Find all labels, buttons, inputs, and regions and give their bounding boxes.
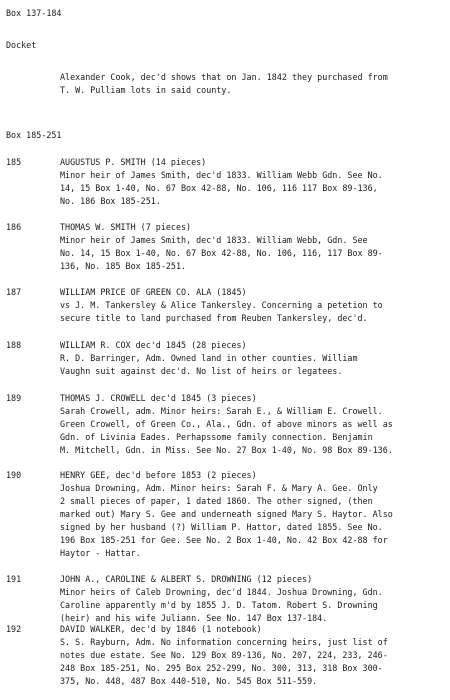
entry-title: DAVID WALKER, dec'd by 1846 (1 notebook)	[60, 624, 262, 634]
entry-number: 185	[6, 157, 22, 167]
entry-title: WILLIAM R. COX dec'd 1845 (28 pieces)	[60, 340, 247, 350]
entry-number: 186	[6, 222, 22, 232]
docket-text: Alexander Cook, dec'd shows that on Jan. 1842 they purchased from T. W. Pulliam lots in said county.	[60, 72, 388, 95]
entry-number: 188	[6, 340, 22, 350]
box-heading-185-251: Box 185-251	[6, 130, 62, 140]
entry-title: HENRY GEE, dec'd before 1853 (2 pieces)	[60, 470, 257, 480]
entry-body: vs J. M. Tankersley & Alice Tankersley. Concerning a petetion to secure title to land purchased from Reuben Tankersley, dec'd.	[60, 300, 383, 323]
entry-body: Minor heir of James Smith, dec'd 1833. William Webb, Gdn. See No. 14, 15 Box 1-40, No. 67 Box 42-88, No. 106, 116, 117 Box 89- 136, No. 185 Box 185-251.	[60, 235, 383, 271]
entry-number: 191	[6, 574, 22, 584]
entry-body: Sarah Crowell, adm. Minor heirs: Sarah E., & William E. Crowell. Green Crowell, of Green Co., Ala., Gdn. of above minors as well as Gdn. of Livinia Eades. Perhapssome family connection. Benjamin M. Mitchell, Gdn. in Miss. See No. 27 Box 1-40, No. 98 Box 89-136.	[60, 406, 393, 455]
entry-title: AUGUSTUS P. SMITH (14 pieces)	[60, 157, 207, 167]
docket-label: Docket	[6, 40, 37, 50]
entry-body: Minor heir of James Smith, dec'd 1833. William Webb Gdn. See No. 14, 15 Box 1-40, No. 67 Box 42-88, No. 106, 116 117 Box 89-136, No. 186 Box 185-251.	[60, 170, 383, 206]
entry-body: R. D. Barringer, Adm. Owned land in other counties. William Vaughn suit against dec'd. No list of heirs or legatees.	[60, 353, 358, 376]
entry-number: 187	[6, 287, 22, 297]
entry-number: 189	[6, 393, 22, 403]
entry-title: THOMAS W. SMITH (7 pieces)	[60, 222, 192, 232]
entry-number: 192	[6, 624, 22, 634]
entry-title: WILLIAM PRICE OF GREEN CO. ALA (1845)	[60, 287, 247, 297]
entry-body: S. S. Rayburn, Adm. No information concerning heirs, just list of notes due estate. See No. 129 Box 89-136, No. 207, 224, 233, 246- 248 Box 185-251, No. 295 Box 252-299, No. 300, 313, 318 Box 300- 375, No. 448, 487 Box 440-510, No. 545 Box 511-559.	[60, 637, 388, 686]
entry-body: Minor heirs of Caleb Drowning, dec'd 1844. Joshua Drowning, Gdn. Caroline apparently m'd by 1855 J. D. Tatom. Robert S. Drowning (heir) and his wife Juliann. See No. 147 Box 137-184.	[60, 587, 383, 623]
entry-title: JOHN A., CAROLINE & ALBERT S. DROWNING (12 pieces)	[60, 574, 313, 584]
entry-number: 190	[6, 470, 22, 480]
entry-body: Joshua Drowning, Adm. Minor heirs: Sarah F. & Mary A. Gee. Only 2 small pieces of paper, 1 dated 1860. The other signed, (then marked out) Mary S. Gee and underneath signed Mary S. Haytor. Also signed by her husband (?) William P. Hattor, dated 1855. See No. 196 Box 185-251 for Gee. See No. 2 Box 1-40, No. 42 Box 42-88 for Haytor - Hattar.	[60, 483, 393, 558]
box-heading-137-184: Box 137-184	[6, 8, 62, 18]
entry-title: THOMAS J. CROWELL dec'd 1845 (3 pieces)	[60, 393, 257, 403]
